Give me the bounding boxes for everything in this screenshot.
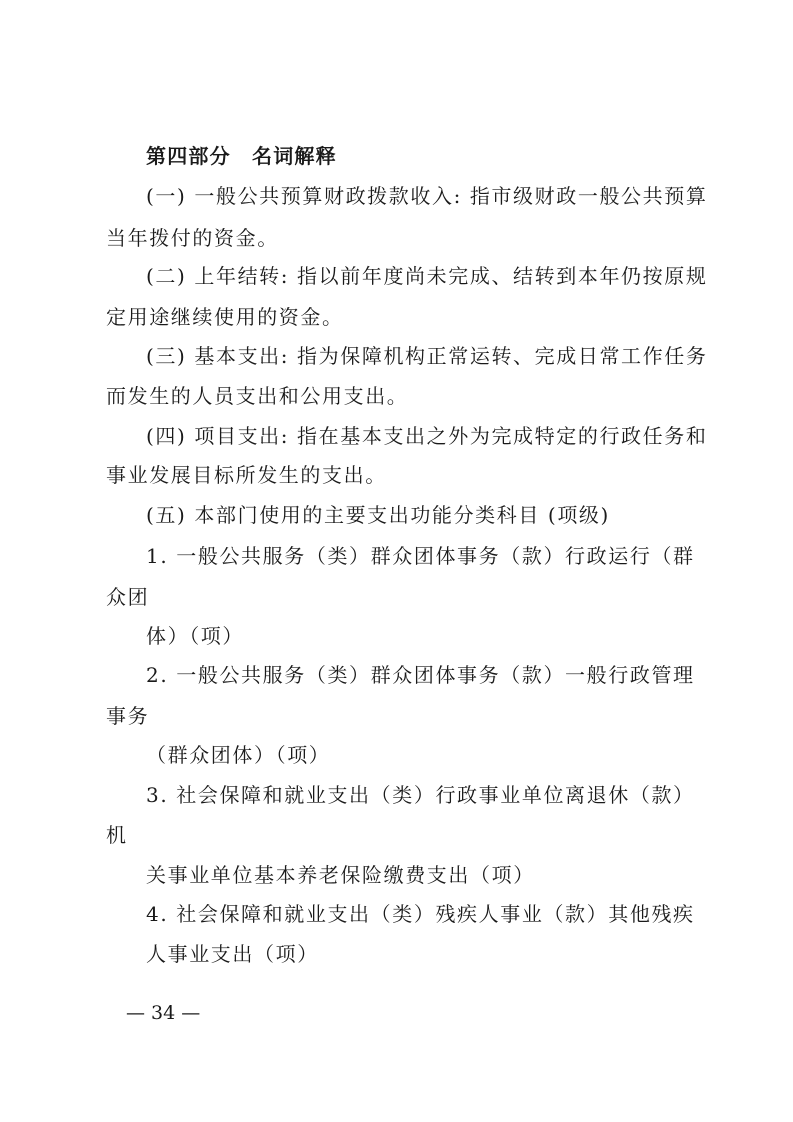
paragraph-line: (四) 项目支出: 指在基本支出之外为完成特定的行政任务和: [146, 424, 708, 448]
page-number: — 34 —: [126, 1002, 201, 1024]
paragraph-line: 关事业单位基本养老保险缴费支出（项）: [146, 863, 535, 887]
paragraph-line: 人事业支出（项）: [146, 942, 319, 966]
paragraph-line: 众团: [106, 585, 150, 609]
section-heading: 第四部分 名词解释: [146, 144, 337, 168]
paragraph-line: 4. 社会保障和就业支出（类）残疾人事业（款）其他残疾: [146, 902, 695, 926]
paragraph-line: 定用途继续使用的资金。: [106, 305, 344, 329]
paragraph-line: (三) 基本支出: 指为保障机构正常运转、完成日常工作任务: [146, 344, 708, 368]
paragraph-line: 当年拨付的资金。: [106, 226, 279, 250]
paragraph-line: 1. 一般公共服务（类）群众团体事务（款）行政运行（群: [146, 544, 695, 568]
paragraph-line: 3. 社会保障和就业支出（类）行政事业单位离退休（款）: [146, 783, 695, 807]
paragraph-line: 而发生的人员支出和公用支出。: [106, 384, 409, 408]
paragraph-line: (二) 上年结转: 指以前年度尚未完成、结转到本年仍按原规: [146, 264, 708, 288]
paragraph-line: （群众团体）（项）: [146, 743, 331, 767]
paragraph-line: 体）（项）: [146, 624, 244, 648]
paragraph-line: 事务: [106, 704, 150, 728]
paragraph-line: (五) 本部门使用的主要支出功能分类科目 (项级): [146, 503, 610, 527]
paragraph-line: 事业发展目标所发生的支出。: [106, 463, 387, 487]
paragraph-line: 机: [106, 823, 128, 847]
paragraph-line: (一) 一般公共预算财政拨款收入: 指市级财政一般公共预算: [146, 184, 708, 208]
paragraph-line: 2. 一般公共服务（类）群众团体事务（款）一般行政管理: [146, 663, 695, 687]
